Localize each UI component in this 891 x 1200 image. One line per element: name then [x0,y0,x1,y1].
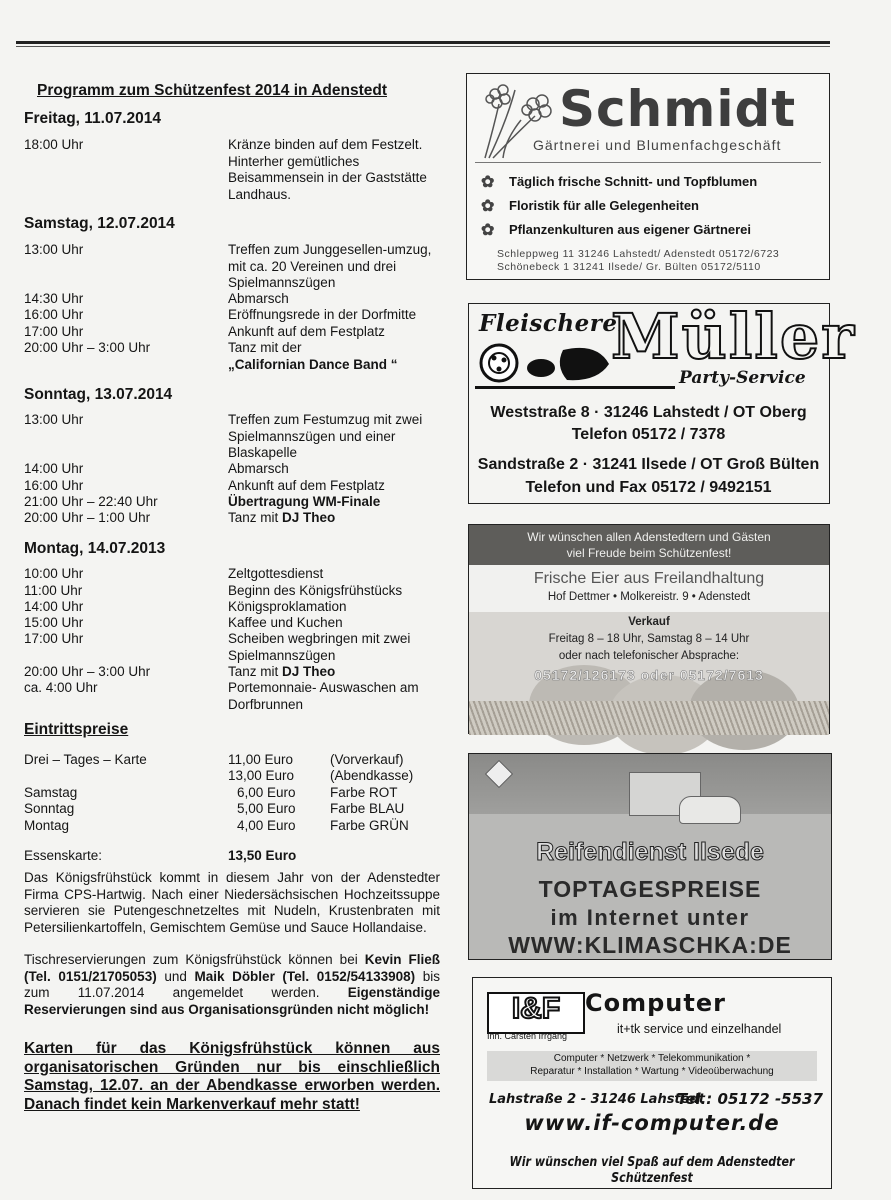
day-heading-monday: Montag, 14.07.2013 [24,540,166,557]
schmidt-feature [481,174,758,191]
price-label: Drei – Tages – Karte [24,752,147,767]
mueller-phone-1: Telefon 05172 / 7378 [571,426,726,443]
event-desc: Tanz mit [228,664,279,679]
event-desc: Ankunft auf dem Festplatz [228,324,385,339]
event-time: 20:00 Uhr – 3:00 Uhr [24,664,151,679]
event-time: 20:00 Uhr – 1:00 Uhr [24,510,151,525]
computer-website[interactable]: www.if-computer.de [524,1111,780,1135]
reifen-line-2: im Internet unter [550,905,750,930]
services-band [487,1051,817,1081]
event-time: 21:00 Uhr – 22:40 Uhr [24,494,158,509]
reservation-warning: Eigenständige Reservierungen sind aus Organisationsgründen nicht möglich! [24,985,440,1017]
divider [475,162,821,163]
price-value: 11,00 Euro [228,752,294,767]
ad-mueller [468,300,856,504]
flower-icon: ✿ [481,174,495,191]
event-desc: Treffen zum Festumzug mit zwei Spielmannszügen und einer Blaskapelle [228,412,423,460]
schmidt-address-1: Schleppweg 11 31246 Lahstedt/ Adenstedt 05172/6723 [497,248,780,260]
dettmer-headline: Frische Eier aus Freilandhaltung [533,570,765,587]
mueller-name: Müller [611,300,856,373]
computer-wish: Wir wünschen viel Spaß auf dem Adenstedter Schützenfest [509,1154,795,1186]
divider [475,386,675,389]
event-desc: Beginn des Königsfrühstücks [228,583,403,598]
feature-text: Pflanzenkulturen aus eigener Gärtnerei [509,222,752,237]
logo-text: I&F [511,992,561,1025]
event-desc-wrap [228,664,442,681]
event-time: 14:30 Uhr [24,291,84,306]
reifen-line-1: TOPTAGESPREISE [538,876,762,902]
event-time: 17:00 Uhr [24,631,84,646]
reservation-contact-2: Maik Döbler (Tel. 0152/54133908) [194,968,416,984]
price-note: Farbe GRÜN [330,818,409,833]
price-value: 5,00 Euro [237,801,296,816]
services-line-2: Reparatur * Installation * Wartung * Videoüberwachung [530,1066,774,1077]
fleischerei-label: Fleischerei [479,310,627,337]
event-desc: Portemonnaie- Auswaschen am Dorfbrunnen [228,680,419,712]
price-note: (Abendkasse) [330,768,414,783]
schmidt-name: Schmidt [559,80,797,138]
ticket-notice: Karten für das Königsfrühstück können aus organisatorischen Gründen nur bis einschließlich Samstag, 12.07. an der Abendkasse erworben werden. Danach findet kein Markenverkauf mehr statt! [24,1040,440,1113]
price-note: (Vorverkauf) [330,752,404,767]
if-owner: Inh. Carsten Irrgang [487,1031,568,1041]
services-line-1: Computer * Netzwerk * Telekommunikation * [553,1053,751,1064]
prices-heading: Eintrittspreise [24,721,129,738]
event-desc-wrap [228,510,442,527]
essen-value: 13,50 Euro [228,848,297,863]
event-time: 14:00 Uhr [24,461,84,476]
dettmer-address: Hof Dettmer • Molkereistr. 9 • Adenstedt [547,591,751,603]
mueller-address-2: Sandstraße 2 · 31241 Ilsede / OT Groß Bülten [477,456,820,473]
event-time: ca. 4:00 Uhr [24,680,98,695]
schmidt-feature [481,198,699,215]
event-desc-wrap [228,340,442,373]
essen-label: Essenskarte: [24,848,103,863]
computer-subtitle: it+tk service und einzelhandel [617,1022,782,1036]
price-label: Samstag [24,785,78,800]
event-desc: Abmarsch [228,461,289,476]
price-value: 4,00 Euro [237,818,296,833]
reservation-contact-1: Kevin Fließ (Tel. 0151/21705053) [24,952,440,984]
if-logo [487,992,585,1034]
event-desc: Eröffnungsrede in der Dorfmitte [228,307,417,322]
event-desc: Kaffee und Kuchen [228,615,343,630]
reservation-paragraph [24,952,440,1018]
top-rule [16,41,830,44]
computer-address: Lahstraße 2 - 31246 Lahstedt [489,1092,705,1107]
straw-image [469,701,829,735]
reservation-text-e: bis zum 11.07.2014 angemeldet werden. [24,968,440,1000]
price-value: 13,00 Euro [228,768,295,783]
mueller-address-1: Weststraße 8 · 31246 Lahstedt / OT Oberg [490,404,807,421]
event-desc-bold: „Californian Dance Band “ [228,356,398,372]
event-time: 20:00 Uhr – 3:00 Uhr [24,340,151,355]
event-time: 11:00 Uhr [24,583,83,598]
dettmer-hours: Freitag 8 – 18 Uhr, Samstag 8 – 14 Uhr [548,633,750,645]
party-service: Party-Service [679,368,806,388]
dettmer-verkauf: Verkauf [628,616,670,628]
event-desc-bold: DJ Theo [282,664,336,679]
ad-dettmer [468,524,830,734]
event-desc: Kränze binden auf dem Festzelt. Hinterher gemütliches Beisammensein in der Gaststätte Landhaus. [228,137,427,202]
event-desc: Treffen zum Junggesellen-umzug, mit ca. 20 Vereinen und drei Spielmannszügen [228,242,432,290]
feature-text: Floristik für alle Gelegenheiten [509,198,699,213]
day-heading-saturday: Samstag, 12.07.2014 [24,215,175,232]
event-time: 10:00 Uhr [24,566,84,581]
schmidt-feature [481,222,752,239]
event-desc: Scheiben wegbringen mit zwei Spielmannszügen [228,631,411,663]
event-desc: Ankunft auf dem Festplatz [228,478,385,493]
event-time: 18:00 Uhr [24,137,84,152]
car-image [679,796,741,824]
event-time: 15:00 Uhr [24,615,84,630]
day-heading-sunday: Sonntag, 13.07.2014 [24,386,173,403]
event-time: 13:00 Uhr [24,412,84,427]
event-desc: Tanz mit [228,510,279,525]
event-time: 16:00 Uhr [24,478,84,493]
price-note: Farbe ROT [330,785,398,800]
event-time: 16:00 Uhr [24,307,84,322]
mueller-phone-2: Telefon und Fax 05172 / 9492151 [525,479,772,496]
event-desc: Zeltgottesdienst [228,566,324,581]
event-time: 17:00 Uhr [24,324,84,339]
reifen-url: WWW:KLIMASCHKA:DE [508,932,792,958]
event-time: 14:00 Uhr [24,599,84,614]
reservation-text-a: Tischreservierungen zum Königsfrühstück können bei [24,952,358,967]
ad-schmidt [466,73,830,280]
top-rule-thin [16,46,830,47]
breakfast-paragraph: Das Königsfrühstück kommt in diesem Jahr von der Adenstedter Firma CPS-Hartwig. Nach einer Niedersächsischen Hochzeitssuppe servieren sie Putengeschnetzeltes mit Nudeln, Krustenbraten mit Petersilienkartoffeln, Gemischtem Gemüse und Sauce Hollandaise. [24,870,440,935]
ad-reifendienst [468,753,832,960]
dettmer-greeting-1: Wir wünschen allen Adenstedtern und Gästen [527,530,771,544]
day-heading-friday: Freitag, 11.07.2014 [24,110,162,127]
event-desc: Abmarsch [228,291,289,306]
schmidt-subtitle: Gärtnerei und Blumenfachgeschäft [533,137,782,153]
feature-text: Täglich frische Schnitt- und Topfblumen [509,174,758,189]
event-desc: Tanz mit der [228,340,302,355]
price-note: Farbe BLAU [330,801,405,816]
event-desc-bold: DJ Theo [282,510,336,525]
event-desc: Königsproklamation [228,599,347,614]
price-label: Sonntag [24,801,75,816]
ad-computer [472,977,832,1189]
reifen-title: Reifendienst Ilsede [536,838,764,866]
sausage-icon [477,340,617,386]
event-time: 13:00 Uhr [24,242,84,257]
flower-icon: ✿ [481,222,495,239]
reservation-text-c: und [164,968,187,984]
schmidt-address-2: Schönebeck 1 31241 Ilsede/ Gr. Bülten 05172/5110 [497,261,761,273]
computer-phone: Tel.: 05172 -5537 [677,1090,823,1108]
price-value: 6,00 Euro [237,785,296,800]
flower-icon: ✿ [481,198,495,215]
computer-name: Computer [585,989,726,1017]
page-title: Programm zum Schützenfest 2014 in Adenstedt [37,82,387,99]
dettmer-greeting-2: viel Freude beim Schützenfest! [566,546,732,560]
event-desc-bold: Übertragung WM-Finale [228,494,381,509]
dettmer-phone-note: oder nach telefonischer Absprache: [558,650,740,662]
dettmer-phones: 05172/126173 oder 05172/7613 [534,667,764,683]
price-label: Montag [24,818,70,833]
